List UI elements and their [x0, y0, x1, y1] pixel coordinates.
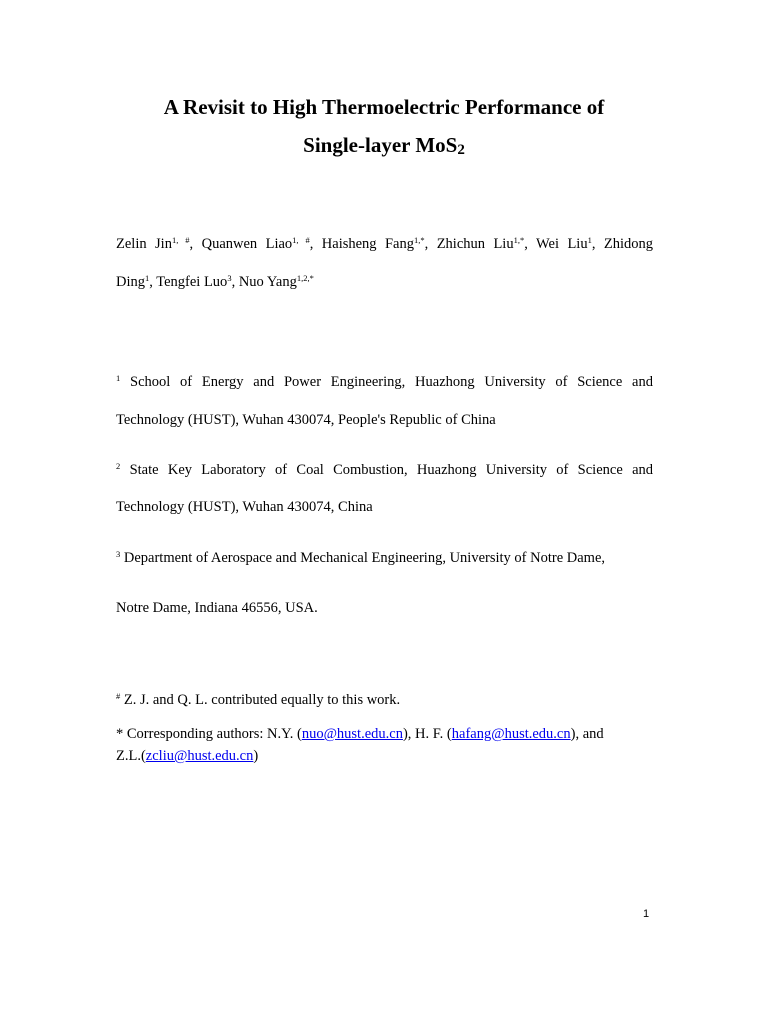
author-name: Haisheng Fang — [321, 236, 414, 252]
equal-contribution-marker: # — [116, 691, 121, 701]
author-separator: , — [591, 236, 604, 252]
author-affiliation-marker: 1 — [145, 273, 150, 283]
equal-contribution-note — [116, 692, 653, 709]
author-list-line-1 — [116, 236, 653, 253]
author-name: Zhichun Liu — [436, 236, 514, 252]
author-separator: , — [189, 236, 202, 252]
affiliation-text: Technology (HUST), Wuhan 430074, People's Republic of China — [116, 412, 496, 428]
paper-title-text-2: Single-layer MoS — [303, 133, 458, 157]
author-separator: , — [309, 236, 322, 252]
paper-title-line-1 — [0, 97, 768, 118]
affiliation-marker: 1 — [116, 373, 121, 383]
author-separator: , — [424, 236, 437, 252]
author-affiliation-marker: 1 — [587, 235, 592, 245]
author-name: Zelin Jin — [116, 236, 172, 252]
author-name: Ding — [116, 274, 145, 290]
equal-contribution-text: Z. J. and Q. L. contributed equally to this work. — [120, 692, 401, 708]
corresponding-prefix: * Corresponding authors: N.Y. ( — [116, 726, 302, 742]
affiliation-text: School of Energy and Power Engineering, Huazhong University of Science and — [130, 374, 653, 390]
affiliation-text: Technology (HUST), Wuhan 430074, China — [116, 499, 373, 515]
author-name: Tengfei Luo — [156, 274, 228, 290]
author-affiliation-marker: 1,* — [414, 235, 425, 245]
email-link-zcliu[interactable]: zcliu@hust.edu.cn — [145, 748, 254, 764]
author-name: Wei Liu — [536, 236, 588, 252]
author-name: Nuo Yang — [238, 274, 297, 290]
affiliation-3-line-1 — [116, 550, 653, 567]
corresponding-suffix: ) — [253, 748, 259, 764]
author-affiliation-marker: 1, # — [171, 235, 190, 245]
paper-title-text-1: A Revisit to High Thermoelectric Performance of — [163, 95, 605, 119]
author-separator: , — [524, 236, 537, 252]
author-separator: , — [231, 274, 239, 290]
affiliation-text: Notre Dame, Indiana 46556, USA. — [116, 600, 318, 616]
affiliation-text: Department of Aerospace and Mechanical Engineering, University of Notre Dame, — [123, 550, 606, 566]
affiliation-marker: 3 — [116, 549, 121, 559]
affiliation-text: State Key Laboratory of Coal Combustion, Huazhong University of Science and — [129, 462, 654, 478]
corresponding-prefix: Z.L.( — [116, 748, 146, 764]
affiliation-1-line-2 — [116, 412, 653, 429]
paper-title-line-2 — [0, 135, 768, 156]
affiliation-1-line-1 — [116, 374, 653, 391]
corresponding-separator: ), and — [570, 726, 604, 742]
author-name: Quanwen Liao — [201, 236, 293, 252]
author-separator: , — [149, 274, 157, 290]
affiliation-2-line-1 — [116, 462, 653, 479]
email-link-hafang[interactable]: hafang@hust.edu.cn — [451, 726, 571, 742]
corresponding-authors-line-2 — [116, 748, 653, 765]
author-affiliation-marker: 1,2,* — [296, 273, 314, 283]
author-affiliation-marker: 3 — [227, 273, 232, 283]
author-affiliation-marker: 1,* — [513, 235, 525, 245]
affiliation-3-line-2 — [116, 600, 653, 617]
affiliation-2-line-2 — [116, 499, 653, 516]
author-name: Zhidong — [603, 236, 654, 252]
paper-title-subscript: 2 — [457, 142, 465, 158]
author-affiliation-marker: 1, # — [292, 235, 310, 245]
corresponding-authors-line-1 — [116, 726, 653, 743]
author-list-line-2 — [116, 274, 653, 291]
affiliation-marker: 2 — [116, 461, 121, 471]
corresponding-separator: ), H. F. ( — [402, 726, 452, 742]
email-link-nuo[interactable]: nuo@hust.edu.cn — [301, 726, 403, 742]
page-number: 1 — [643, 908, 650, 920]
